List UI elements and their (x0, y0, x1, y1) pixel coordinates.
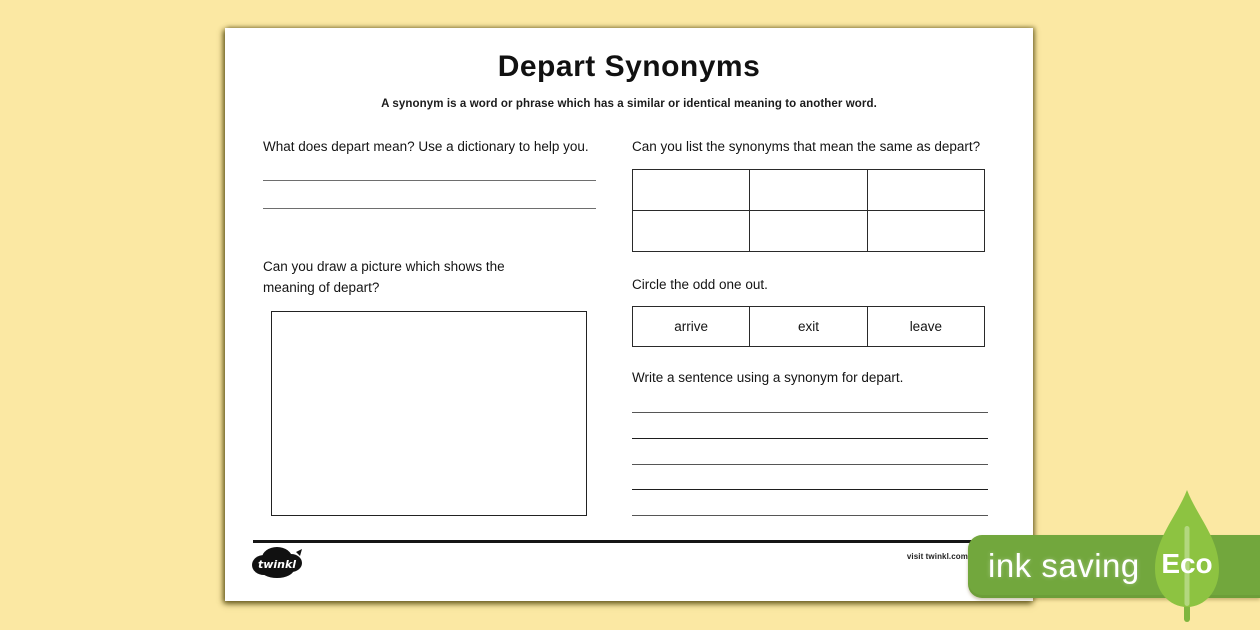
synonym-cell[interactable] (867, 211, 984, 252)
table-row (633, 307, 985, 347)
twinkl-logo-icon (250, 544, 306, 580)
page-subtitle: A synonym is a word or phrase which has a similar or identical meaning to another word. (381, 98, 877, 110)
sentence-line[interactable] (632, 489, 988, 490)
synonym-cell[interactable] (867, 170, 984, 211)
question-circle-odd-one-out: Circle the odd one out. (632, 277, 768, 292)
table-row (633, 170, 985, 211)
sentence-line[interactable] (632, 438, 988, 439)
question-draw: Can you draw a picture which shows the meaning of depart? (263, 259, 505, 295)
sentence-line[interactable] (632, 515, 988, 516)
odd-one-out-word[interactable]: arrive (633, 307, 750, 347)
visit-twinkl-link[interactable]: visit twinkl.com (906, 552, 968, 561)
question-list-synonyms: Can you list the synonyms that mean the same as depart? (632, 139, 981, 154)
table-row (633, 211, 985, 252)
ink-saving-label: ink saving (988, 547, 1140, 584)
synonym-cell[interactable] (750, 211, 867, 252)
question-write-sentence: Write a sentence using a synonym for depart. (632, 370, 904, 385)
synonym-cell[interactable] (633, 170, 750, 211)
synonyms-table (632, 169, 985, 252)
answer-line[interactable] (263, 180, 596, 181)
worksheet-page (225, 28, 1033, 601)
footer-divider (253, 540, 1007, 543)
question-define: What does depart mean? Use a dictionary to help you. (263, 139, 589, 154)
drawing-box[interactable] (271, 311, 587, 516)
eco-label: Eco (1161, 548, 1213, 579)
answer-line[interactable] (263, 208, 596, 209)
sentence-line[interactable] (632, 412, 988, 413)
odd-one-out-word[interactable]: exit (750, 307, 867, 347)
synonym-cell[interactable] (750, 170, 867, 211)
page-title: Depart Synonyms (497, 50, 761, 83)
sentence-line[interactable] (632, 464, 988, 465)
synonym-cell[interactable] (633, 211, 750, 252)
svg-text:twinkl: twinkl (257, 558, 297, 571)
odd-one-out-word[interactable]: leave (867, 307, 984, 347)
odd-one-out-table (632, 306, 985, 347)
